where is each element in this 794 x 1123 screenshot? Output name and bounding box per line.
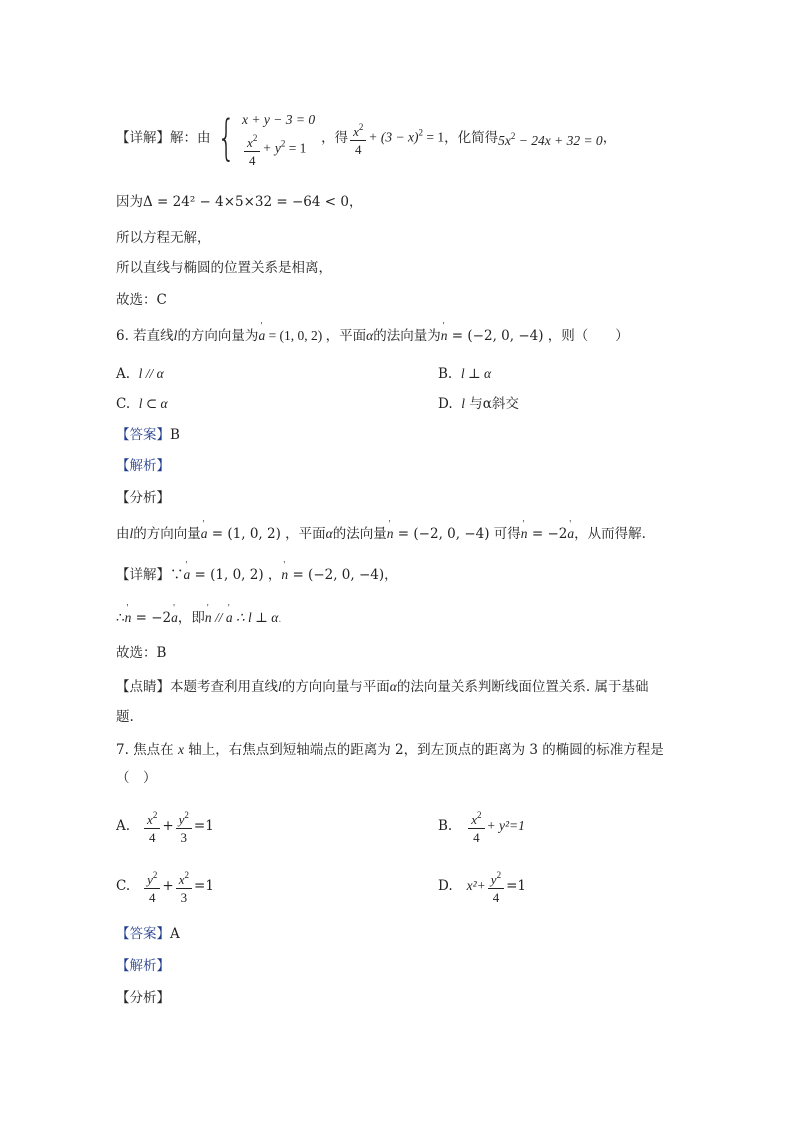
detail-6-line: 【详解】∵' a = (1, 0, 2) ，' n = (−2, 0, −4)， [116, 565, 398, 585]
q7-option-D: D. x²+ $\frac{y^2}{4}$ =1 [438, 866, 526, 906]
analysis-7-label: 【解析】 [116, 958, 170, 974]
detail-label: 【详解】 [116, 130, 170, 146]
equation-2: $\frac{x^2}{4}$ + $y^2 = 1$ [242, 130, 315, 169]
dianjing-6-line: 【点睛】本题考查利用直线l的方向向量与平面α的法向量关系判断线面位置关系. 属于基础 [116, 679, 649, 695]
option-C: C. l ⊂ α [116, 396, 168, 412]
option-B: B. l ⊥ α [438, 366, 492, 382]
equation-substituted: $\frac{x^2}{4}$ + $(3 - x)^2 = 1$ [348, 119, 444, 158]
choose-line: 故选：C [116, 292, 167, 308]
answer-6: 【答案】B [116, 427, 180, 443]
answer-7: 【答案】A [116, 926, 180, 942]
q7-option-B: B. $\frac{x^2}{4}$ + y²=1 [438, 806, 525, 846]
question-7: 7. 焦点在 x 轴上，右焦点到短轴端点的距离为 2，到左顶点的距离为 3 的椭圆的标准方程是 [116, 742, 664, 758]
text: ， [602, 130, 617, 146]
question-7-bracket: （ ） [116, 770, 157, 786]
dianjing-6-line-2: 题. [116, 709, 134, 725]
q7-option-A: A. $\frac{x^2}{4}$ + $\frac{y^2}{3}$ =1 [116, 806, 214, 846]
q7-option-C: C. $\frac{y^2}{4}$ + $\frac{x^2}{3}$ =1 [116, 866, 214, 906]
equation-system [211, 110, 316, 166]
analysis-6-label: 【解析】 [116, 458, 170, 474]
text: 解：由 [170, 130, 211, 146]
therefore-6-line: ∴' n = −2' a，即' n // ' a ∴ l ⊥ α. [116, 608, 281, 630]
text: ，得 [321, 130, 349, 146]
text: ，化简得 [444, 130, 499, 146]
fenxi-7-label: 【分析】 [116, 990, 170, 1006]
no-solution-line: 所以方程无解， [116, 230, 211, 246]
choose-6-line: 故选：B [116, 645, 167, 661]
fenxi-6-label: 【分析】 [116, 490, 170, 506]
relation-line: 所以直线与椭圆的位置关系是相离， [116, 260, 332, 276]
solution-line-system [116, 108, 616, 168]
option-D: D. l 与α斜交 [438, 396, 519, 412]
discriminant-line: 因为Δ = 24² − 4×5×32 = −64 < 0， [116, 194, 363, 210]
question-6: 6. 若直线l的方向向量为' a = (1, 0, 2) ，平面α的法向量为' n = (−2, 0, −4) ，则（ ） [116, 326, 629, 346]
brace-icon: { [216, 110, 235, 166]
fenxi-6-line: 由l的方向向量' a = (1, 0, 2) ，平面α的法向量' n = (−2, 0, −4) 可得' n = −2' a，从而得解. [116, 524, 646, 544]
option-A: A. l // α [116, 366, 164, 382]
equation-1: x + y − 3 = 0 [242, 112, 316, 127]
equation-simplified: $5x^2 - 24x + 32 = 0$ [498, 130, 603, 148]
